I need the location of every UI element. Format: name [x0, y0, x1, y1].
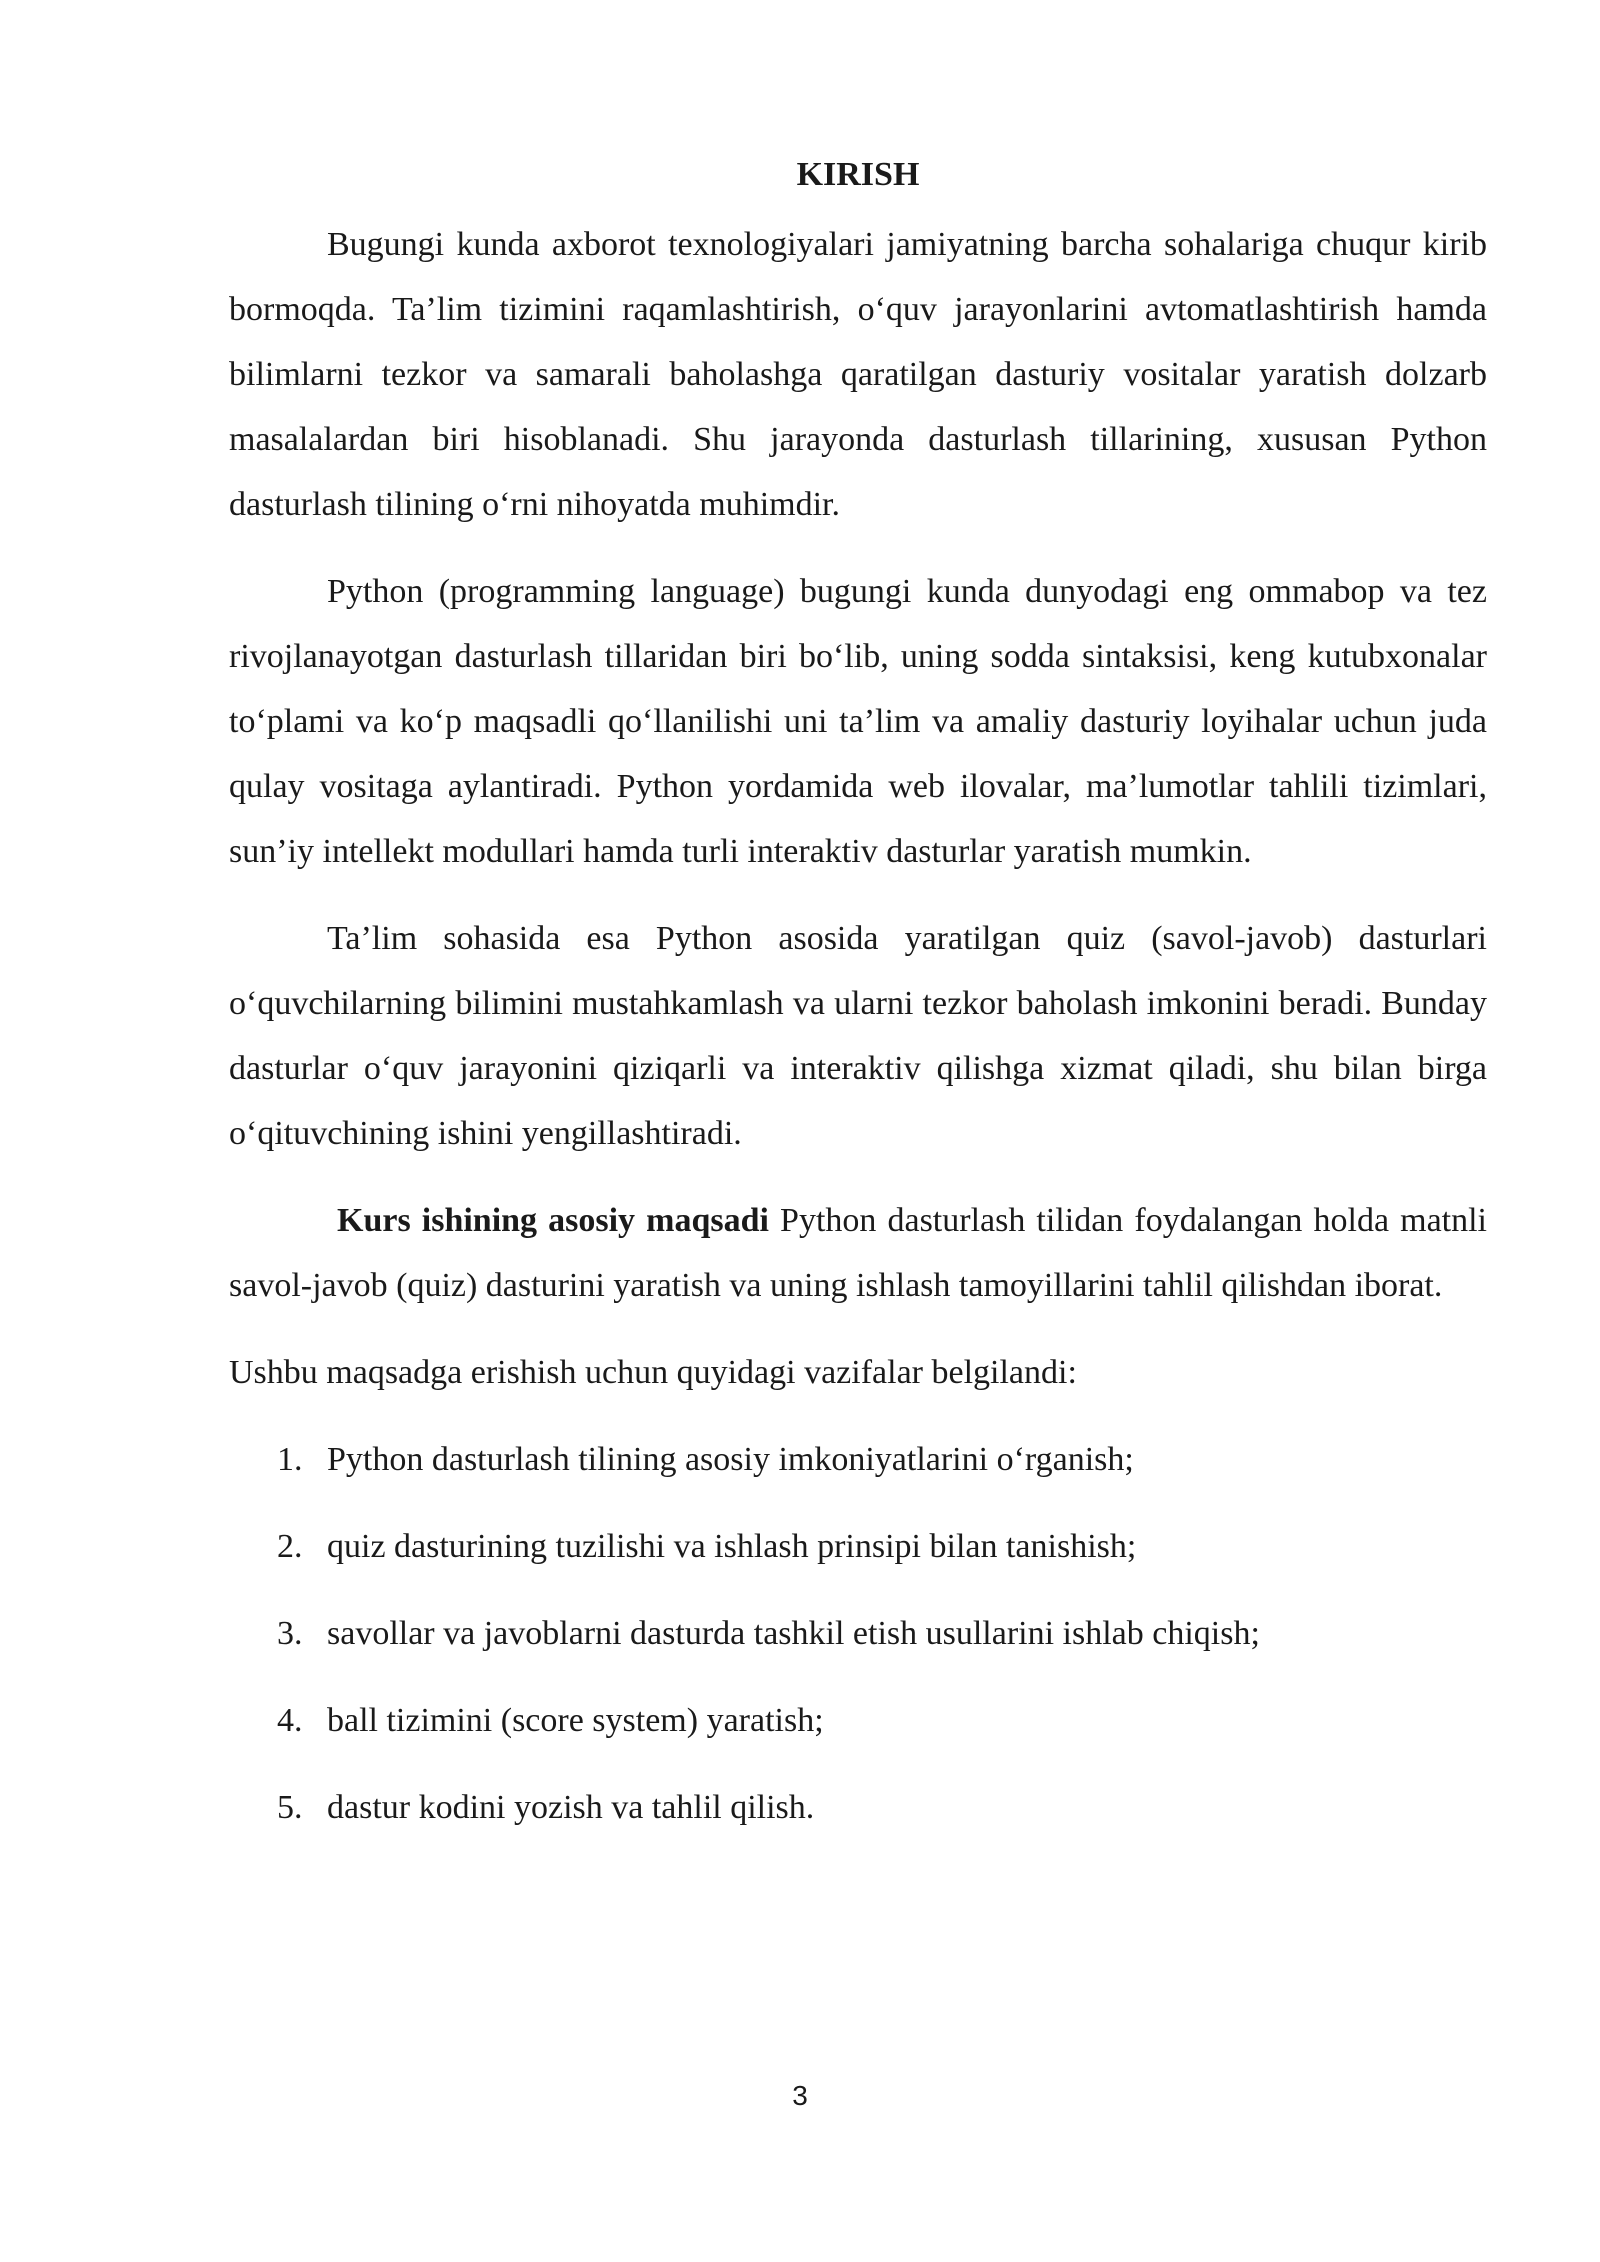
intro-paragraph-2: Python (programming language) bugungi kunda dunyodagi eng ommabop va tez rivojlanayotgan dasturlash tillaridan biri bo‘lib, uning sodda sintaksisi, keng kutubxonalar to‘plami va ko‘p maqsadli qo‘llanilishi uni ta’lim va amaliy dasturiy loyihalar uchun juda qulay vositaga aylantiradi. Python yordamida web ilovalar, ma’lumotlar tahlili tizimlari, sun’iy intellekt modullari hamda turli interaktiv dasturlar yaratish mumkin. — [229, 573, 1487, 870]
list-item-number: 1. — [277, 1441, 303, 1478]
list-item — [229, 1601, 1487, 1666]
list-item-text: savollar va javoblarni dasturda tashkil etish usullarini ishlab chiqish; — [327, 1615, 1260, 1652]
page-number: 3 — [792, 2080, 808, 2111]
intro-paragraph-1: Bugungi kunda axborot texnologiyalari jamiyatning barcha sohalariga chuqur kirib bormoqda. Ta’lim tizimini raqamlashtirish, o‘quv jarayonlarini avtomatlashtirish hamda bilimlarni tezkor va samarali baholashga qaratilgan dasturiy vositalar yaratish dolzarb masalalardan biri hisoblanadi. Shu jarayonda dasturlash tillarining, xususan Python dasturlash tilining o‘rni nihoyatda muhimdir. — [229, 226, 1487, 523]
list-item-text: Python dasturlash tilining asosiy imkoniyatlarini o‘rganish; — [327, 1441, 1134, 1478]
page-title: KIRISH — [796, 156, 920, 193]
goal-paragraph — [229, 1188, 1487, 1318]
list-item — [229, 1427, 1487, 1492]
list-item-number: 2. — [277, 1528, 303, 1565]
list-item-number: 5. — [277, 1789, 303, 1826]
list-item-text: ball tizimini (score system) yaratish; — [327, 1702, 824, 1739]
list-item-text: dastur kodini yozish va tahlil qilish. — [327, 1789, 815, 1826]
document-page — [229, 150, 1487, 1862]
list-item-number: 3. — [277, 1615, 303, 1652]
goal-bold-lead: Kurs ishining asosiy maqsadi — [337, 1202, 769, 1239]
list-item — [229, 1688, 1487, 1753]
tasks-list — [229, 1427, 1487, 1840]
goal-text: Python dasturlash tilidan foydalangan holda matnli savol-javob (quiz) dasturini yaratish va uning ishlash tamoyillarini tahlil qilishdan iborat. — [229, 1202, 1487, 1304]
list-item — [229, 1514, 1487, 1579]
list-item-text: quiz dasturining tuzilishi va ishlash prinsipi bilan tanishish; — [327, 1528, 1137, 1565]
tasks-intro: Ushbu maqsadga erishish uchun quyidagi vazifalar belgilandi: — [229, 1354, 1077, 1391]
intro-paragraph-3: Ta’lim sohasida esa Python asosida yaratilgan quiz (savol-javob) dasturlari o‘quvchilarning bilimini mustahkamlash va ularni tezkor baholash imkonini beradi. Bunday dasturlar o‘quv jarayonini qiziqarli va interaktiv qilishga xizmat qiladi, shu bilan birga o‘qituvchining ishini yengillashtiradi. — [229, 920, 1487, 1152]
list-item — [229, 1775, 1487, 1840]
list-item-number: 4. — [277, 1702, 303, 1739]
